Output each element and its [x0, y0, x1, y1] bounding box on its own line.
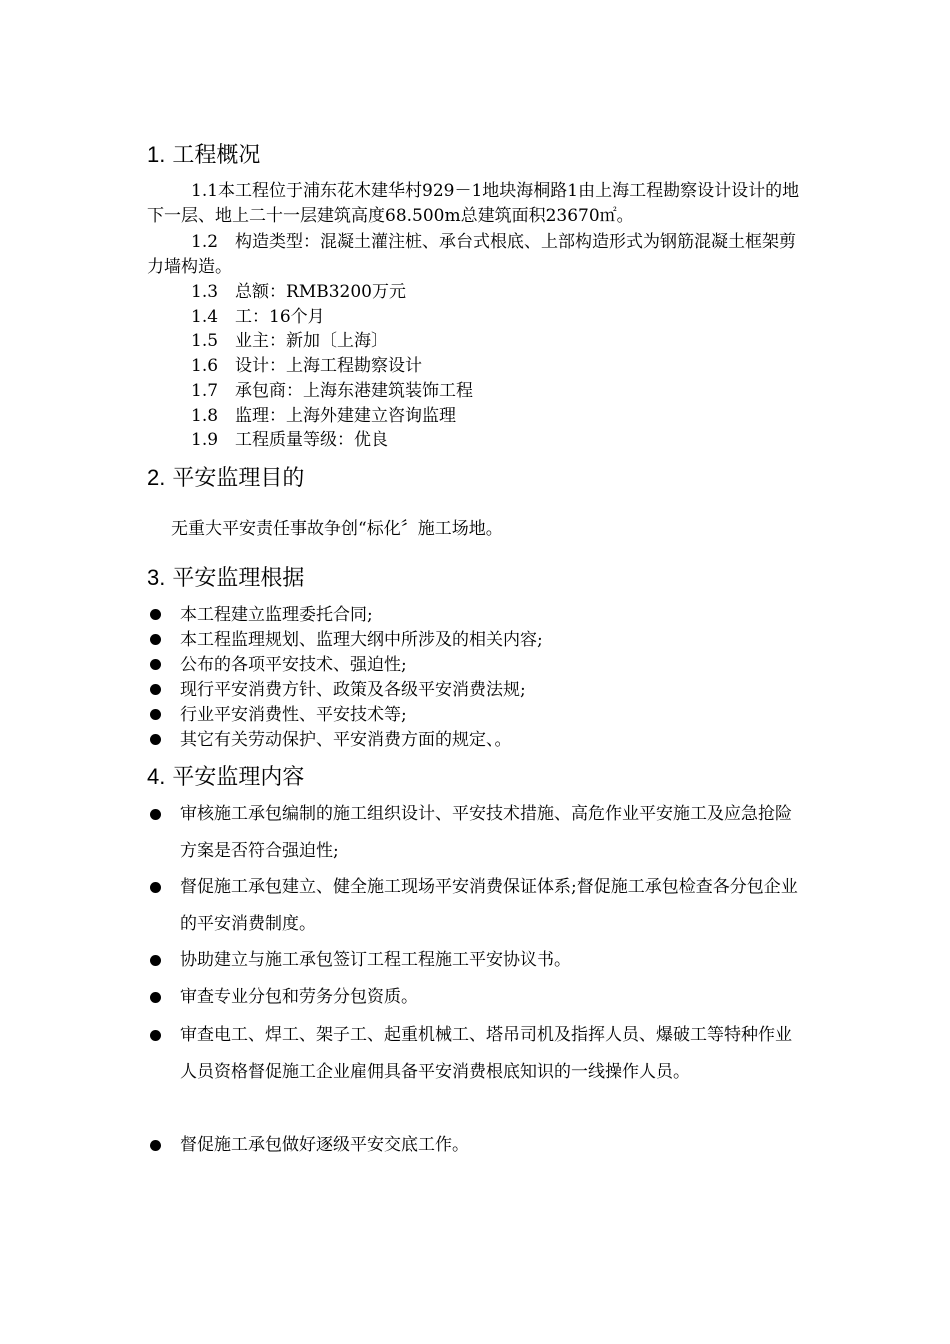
list-item: 本工程监理规划、监理大纲中所涉及的相关内容;: [147, 628, 807, 653]
section-4-title: 平安监理内容: [172, 765, 305, 790]
list-item: 审查专业分包和劳务分包资质。: [147, 979, 807, 1016]
list-item: 本工程建立监理委托合同;: [147, 603, 807, 628]
section-4-number: 4.: [147, 764, 166, 789]
bullet-icon: [150, 992, 161, 1003]
section-2-heading: [147, 464, 304, 493]
section-1-item: 1.6 设计：上海工程勘察设计: [191, 356, 423, 376]
section-1-item: 1.3 总额：RMB3200万元: [191, 282, 406, 302]
bullet-icon: [150, 882, 161, 893]
section-1-para-1: 1.1本工程位于浦东花木建华村929－1地块海桐路1由上海工程勘察设计设计的地下一层、地上二十一层建筑高度68.500m总建筑面积23670㎡。: [147, 181, 800, 226]
list-item: 审核施工承包编制的施工组织设计、平安技术措施、高危作业平安施工及应急抢险方案是否符合强迫性;: [147, 796, 807, 870]
section-1-item: 1.4 工：16个月: [191, 307, 325, 327]
section-1-item: 1.8 监理：上海外建建立咨询监理: [191, 406, 457, 426]
list-item: 现行平安消费方针、政策及各级平安消费法规;: [147, 678, 807, 703]
section-1-item: 1.9 工程质量等级：优良: [191, 430, 389, 450]
section-3-title: 平安监理根据: [172, 566, 305, 591]
bullet-icon: [150, 634, 161, 645]
bullet-icon: [150, 1140, 161, 1151]
bullet-icon: [150, 659, 161, 670]
bullet-icon: [150, 684, 161, 695]
list-item: 审查电工、焊工、架子工、起重机械工、塔吊司机及指挥人员、爆破工等特种作业人员资格督促施工企业雇佣具备平安消费根底知识的一线操作人员。: [147, 1017, 807, 1128]
bullet-icon: [150, 709, 161, 720]
bullet-icon: [150, 1030, 161, 1041]
list-item: 协助建立与施工承包签订工程工程施工平安协议书。: [147, 942, 807, 979]
section-1-number: 1.: [147, 142, 166, 167]
bullet-icon: [150, 734, 161, 745]
bullet-icon: [150, 609, 161, 620]
list-item: 督促施工承包做好逐级平安交底工作。: [147, 1127, 807, 1164]
section-4-heading: [147, 763, 304, 792]
list-item: 行业平安消费性、平安技术等;: [147, 703, 807, 728]
section-3-heading: [147, 564, 304, 593]
bullet-icon: [150, 955, 161, 966]
section-1-heading: [147, 141, 260, 170]
section-2-title: 平安监理目的: [172, 466, 305, 491]
section-1-para-2: 1.2 构造类型：混凝土灌注桩、承台式根底、上部构造形式为钢筋混凝土框架剪力墙构造。: [147, 232, 797, 277]
section-3-number: 3.: [147, 565, 166, 590]
section-1-title: 工程概况: [172, 143, 261, 168]
bullet-icon: [150, 809, 161, 820]
section-2-text: 无重大平安责任事故争创“标化〞施工场地。: [171, 519, 503, 539]
list-item: 其它有关劳动保护、平安消费方面的规定、。: [147, 728, 807, 753]
section-1-item: 1.5 业主：新加〔上海〕: [191, 331, 389, 351]
list-item: 督促施工承包建立、健全施工现场平安消费保证体系;督促施工承包检查各分包企业的平安消费制度。: [147, 869, 807, 943]
list-item: 公布的各项平安技术、强迫性;: [147, 653, 807, 678]
section-2-number: 2.: [147, 465, 166, 490]
section-1-item: 1.7 承包商：上海东港建筑装饰工程: [191, 381, 474, 401]
